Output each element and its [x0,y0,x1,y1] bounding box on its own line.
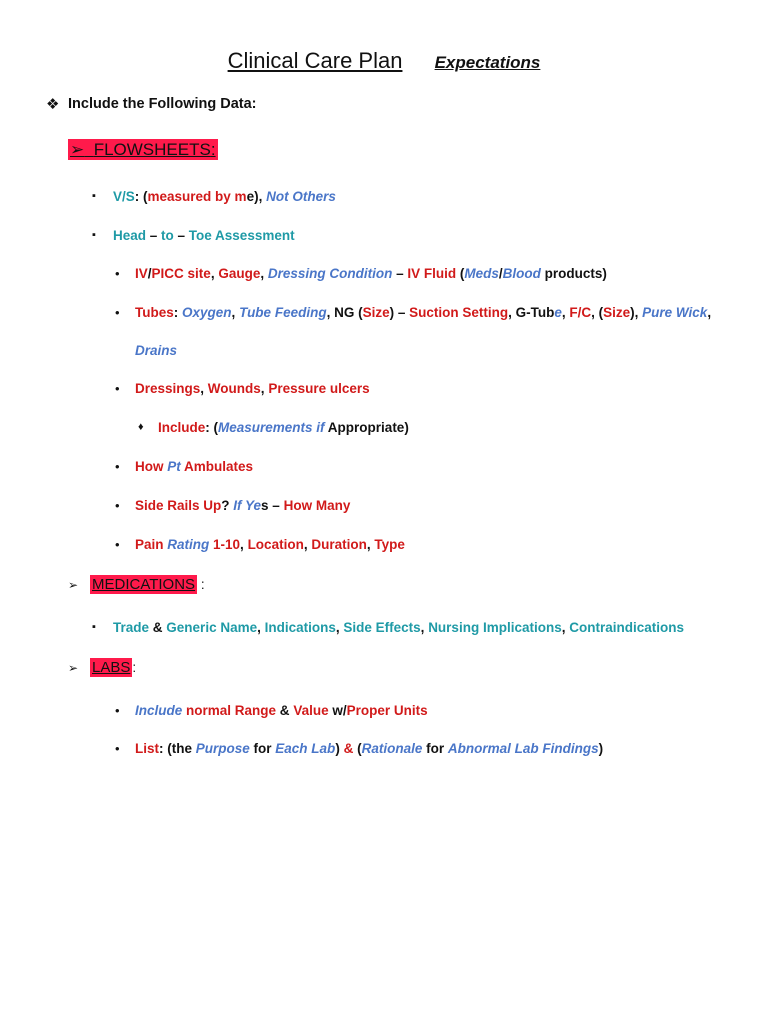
rationale-text: Rationale [361,741,423,756]
labs-list-line [135,741,603,756]
meds-text: Meds [464,266,499,281]
comma: , [210,266,219,281]
for-text: for [422,741,448,756]
g-tube-text: , G-Tub [508,305,555,320]
fc-text: F/C [569,305,592,320]
flowsheets-label-suffix: : [210,140,216,159]
normal-range-text: normal Range [182,703,277,718]
tubes-text: Tubes [135,305,174,320]
square-bullet-icon: ▪ [92,229,96,241]
slash: / [147,266,152,281]
diamond-bullet-icon: ♦ [138,421,144,433]
include-text: Include [135,703,183,718]
comma: , [200,381,208,396]
pressure-ulcers-text: Pressure ulcers [268,381,370,396]
vs-label: V/S [113,189,135,204]
the-text: : (the [159,741,196,756]
nursing-implications-text: Nursing Implications [428,620,562,635]
purpose-text: Purpose [195,741,250,756]
iv-text: IV [135,266,148,281]
dot-bullet-icon: • [115,537,120,552]
paren: ( [456,266,465,281]
toe-assessment-text: Toe Assessment [188,228,295,243]
dot-bullet-icon: • [115,266,120,281]
comma: , [257,620,265,635]
tubes-line-2 [135,343,177,358]
arrow-bullet-icon: ➢ [68,578,79,592]
dash: ) – [389,305,410,320]
ambulates-line [135,459,253,474]
size-text: Size [603,305,631,320]
comma: , [240,537,248,552]
ambulates-text: Ambulates [180,459,254,474]
rating-text: Rating [167,537,210,552]
intro-heading [68,96,257,112]
wounds-text: Wounds [207,381,261,396]
colon: : ( [205,420,219,435]
suction-setting-text: Suction Setting [409,305,509,320]
medications-label: MEDICATIONS [92,576,196,593]
proper-units-text: Proper Units [346,703,428,718]
dot-bullet-icon: • [115,703,120,718]
comma: , [231,305,240,320]
comma: , [561,620,570,635]
ampersand: & [276,703,294,718]
range-text: 1-10 [209,537,241,552]
ampersand: & [339,741,358,756]
g-tube-e: e [554,305,562,320]
side-effects-text: Side Effects [343,620,421,635]
comma: , [335,620,344,635]
labs-label: LABS [92,659,131,676]
comma: , [707,305,712,320]
dot-bullet-icon: • [115,305,120,320]
head-text: Head [113,228,147,243]
head-to-toe-line [113,228,295,243]
ampersand: & [149,620,167,635]
tubes-line [135,305,711,320]
gauge-text: Gauge [218,266,261,281]
dot-bullet-icon: • [115,498,120,513]
duration-text: Duration [311,537,367,552]
vs-not-others: Not Others [266,189,336,204]
colon: : [173,305,183,320]
title-main: Clinical Care Plan [227,48,403,73]
type-text: Type [374,537,405,552]
medications-heading [90,576,205,593]
how-many-text: How Many [283,498,351,513]
abnormal-lab-findings-text: Abnormal Lab Findings [447,741,599,756]
paren-close: ) [335,741,340,756]
comma: , [260,266,268,281]
dressings-line [135,381,370,396]
ng-text: , NG ( [326,305,363,320]
tube-feeding-text: Tube Feeding [239,305,327,320]
paren-close: ), [630,305,643,320]
comma: , [303,537,312,552]
contraindications-text: Contraindications [569,620,684,635]
oxygen-text: Oxygen [182,305,232,320]
diamond-bullet-icon: ❖ [46,96,60,113]
list-text: List [135,741,160,756]
measurements-text: Measurements if [218,420,325,435]
if-yes-text: If Ye [233,498,262,513]
side-rails-text: Side Rails Up [135,498,222,513]
to-text: to [161,228,174,243]
each-lab-text: Each Lab [275,741,336,756]
intro-text: Include the Following Data: [68,96,257,112]
flowsheets-label-text: FLOWSHEETS [93,140,211,159]
comma: , [260,381,269,396]
pure-wick-text: Pure Wick [642,305,708,320]
arrow-bullet-icon: ➢ [70,140,85,159]
medications-line [113,620,684,635]
vs-line [113,189,336,204]
dash: – [146,228,162,243]
drains-text: Drains [135,343,178,358]
side-rails-line [135,498,350,513]
location-text: Location [247,537,304,552]
picc-text: PICC site [151,266,211,281]
arrow-bullet-icon: ➢ [68,661,79,675]
indications-text: Indications [264,620,336,635]
vs-colon: : ( [134,189,148,204]
labs-range-line [135,703,428,718]
dash: – [392,266,408,281]
slash: / [498,266,503,281]
dash: – [173,228,189,243]
dressings-text: Dressings [135,381,201,396]
size-text: Size [362,305,390,320]
value-text: Value [293,703,329,718]
title-sub: Expectations [434,53,541,72]
square-bullet-icon: ▪ [92,621,96,633]
appropriate-text: Appropriate) [324,420,409,435]
question: ? [221,498,234,513]
iv-line [135,266,607,281]
with-text: w/ [328,703,347,718]
labs-heading [90,659,136,676]
comma: , [366,537,375,552]
vs-close: e), [246,189,267,204]
dot-bullet-icon: • [115,459,120,474]
comma: , [420,620,429,635]
paren: , ( [591,305,604,320]
trade-text: Trade [113,620,150,635]
generic-name-text: Generic Name [166,620,258,635]
pain-text: Pain [135,537,168,552]
paren-close: ) [598,741,604,756]
flowsheets-heading [68,140,218,160]
blood-text: Blood [502,266,541,281]
include-text: Include [158,420,206,435]
dot-bullet-icon: • [115,741,120,756]
products-text: products) [540,266,607,281]
vs-measured: measured by m [147,189,247,204]
medications-suffix: : [197,577,205,592]
comma: , [561,305,570,320]
pain-line [135,537,405,552]
dot-bullet-icon: • [115,381,120,396]
iv-fluid-text: IV Fluid [407,266,457,281]
pt-text: Pt [167,459,181,474]
page-title [0,48,768,74]
labs-suffix: : [132,660,137,675]
include-line [158,420,409,435]
square-bullet-icon: ▪ [92,190,96,202]
dash: s – [261,498,284,513]
for-text: for [249,741,276,756]
flowsheets-label [68,139,218,160]
how-text: How [135,459,168,474]
dressing-condition-text: Dressing Condition [267,266,393,281]
paren: ( [357,741,362,756]
